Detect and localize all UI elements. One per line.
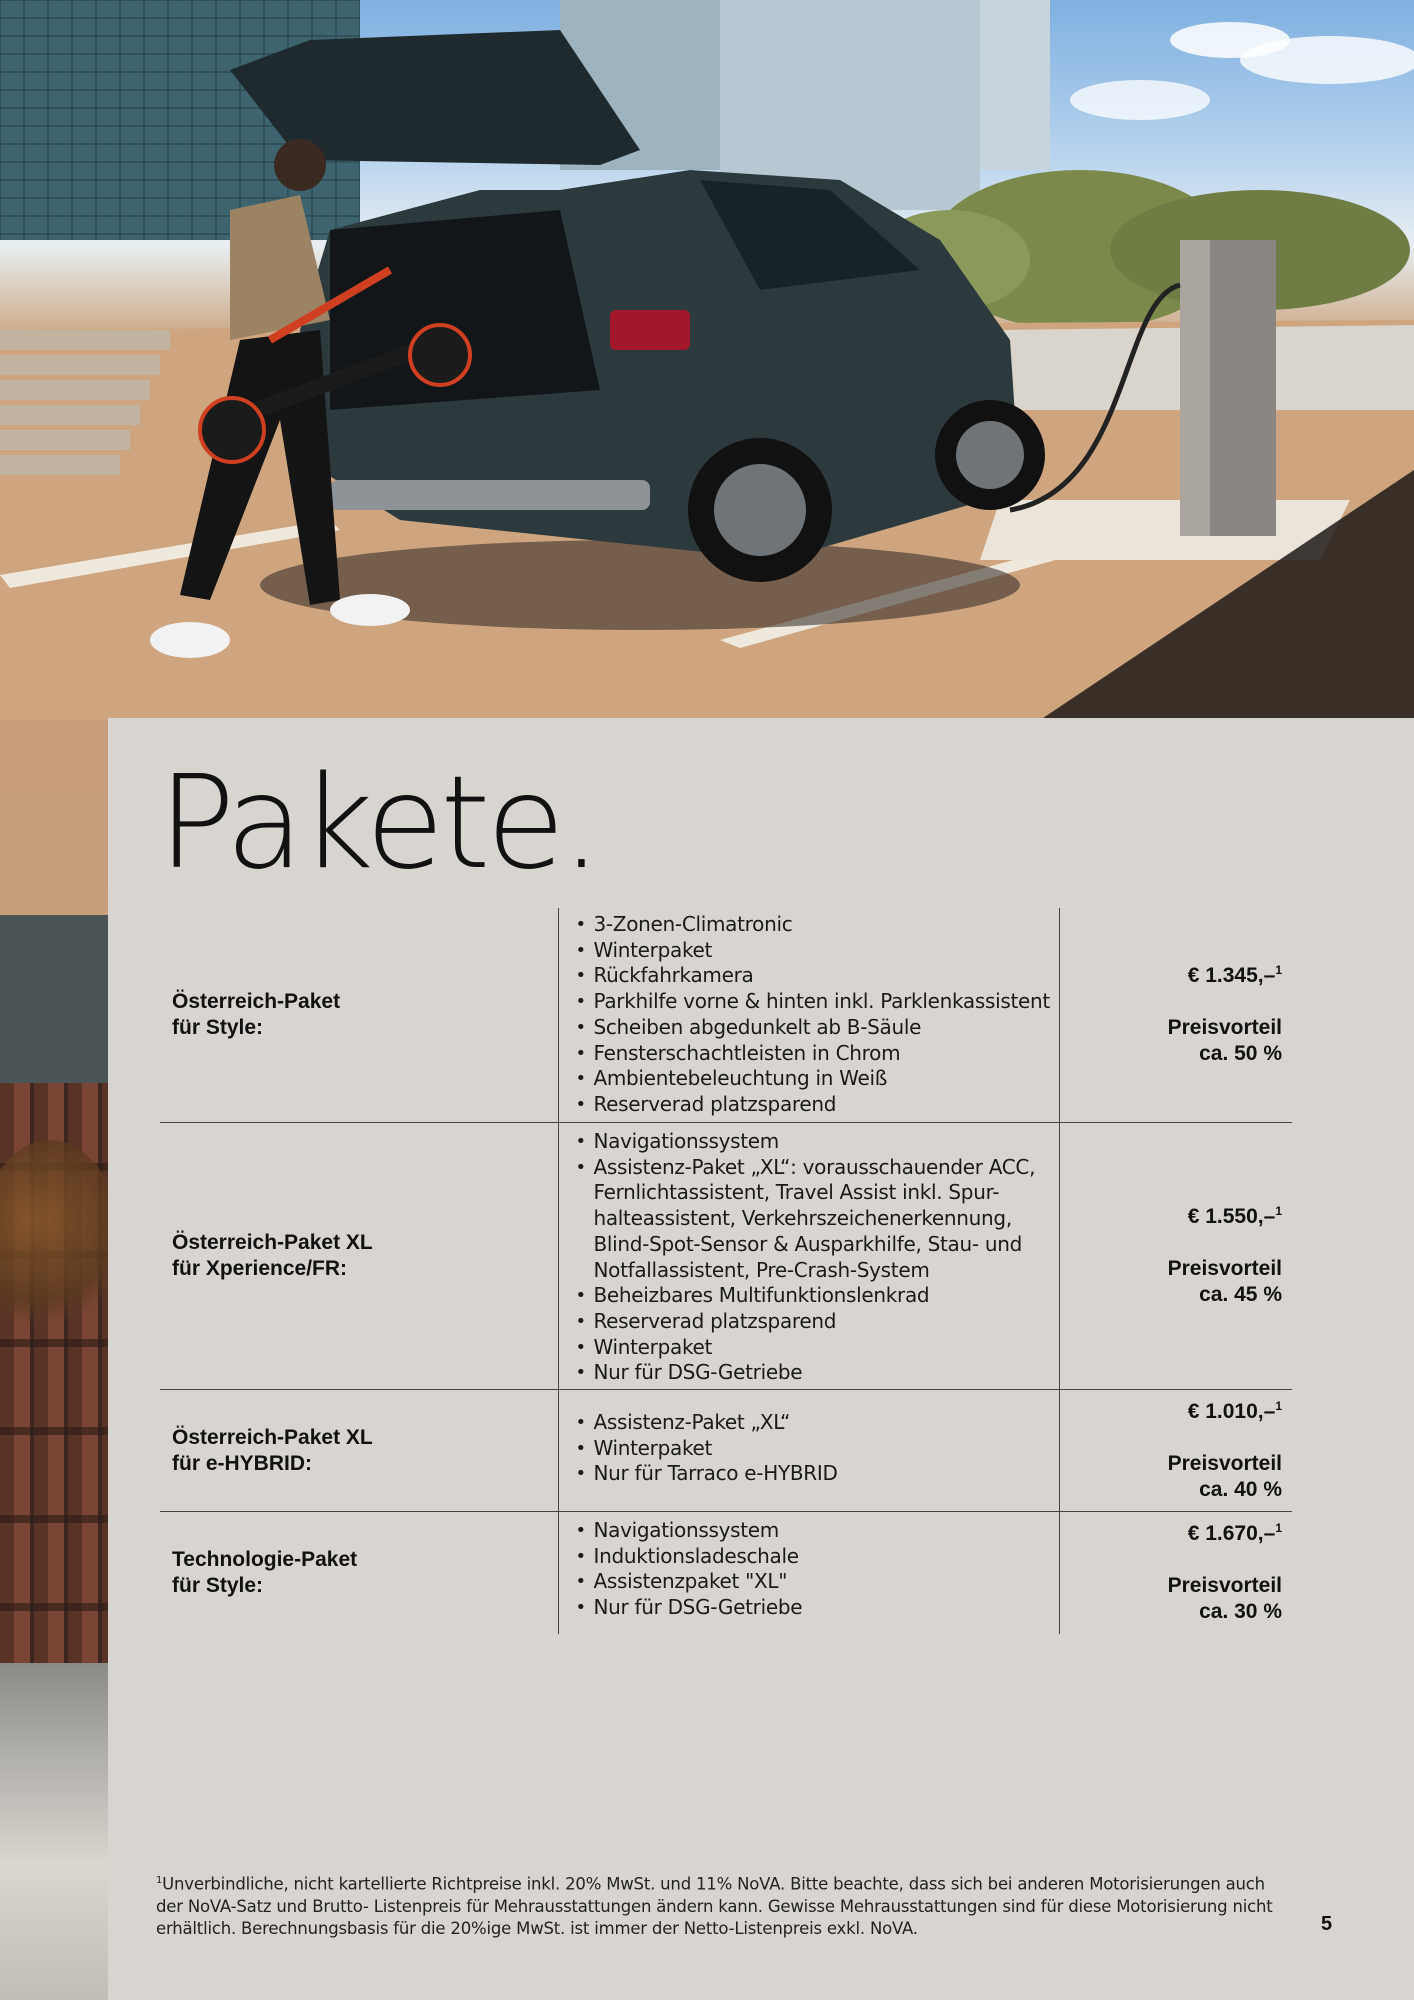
feature-item: • 3-Zonen-Climatronic <box>573 912 1059 938</box>
feature-item: • Fensterschachtleisten in Chrom <box>573 1041 1059 1067</box>
content-panel <box>108 718 1414 2000</box>
price-advantage-value: ca. 30 % <box>1199 1600 1282 1623</box>
package-features <box>558 1512 1060 1634</box>
side-accent-block <box>0 915 108 1083</box>
feature-item: • Navigationssystem <box>573 1518 1059 1544</box>
package-price: € 1.550,–$^1$ <box>1187 1204 1282 1228</box>
feature-item: • Reserverad platzsparend <box>573 1092 1059 1118</box>
feature-item: • Assistenz-Paket „XL“: vorausschauender ACC, Fernlichtassistent, Travel Assist inkl. Spur-halteassistent, Verkehrszeichenerkennung, Blind-Spot-Sensor & Ausparkhilfe, Stau- und Notfallassistent, Pre-Crash-System <box>573 1155 1059 1284</box>
feature-item: • Reserverad platzsparend <box>573 1309 1059 1335</box>
price-advantage-value: ca. 45 % <box>1199 1283 1282 1306</box>
package-features <box>558 1390 1060 1511</box>
package-name-line1: Österreich-Paket XL <box>172 1231 373 1254</box>
package-price: € 1.345,–$^1$ <box>1187 963 1282 987</box>
feature-item: • Winterpaket <box>573 1436 1059 1462</box>
price-advantage-label: Preisvorteil <box>1167 1574 1282 1597</box>
feature-item: • Navigationssystem <box>573 1129 1059 1155</box>
package-name-line1: Österreich-Paket XL <box>172 1425 373 1449</box>
package-name-line1: Österreich-Paket <box>172 990 341 1013</box>
price-advantage-value: ca. 50 % <box>1199 1042 1282 1065</box>
feature-item: • Parkhilfe vorne & hinten inkl. Parklenkassistent <box>573 989 1059 1015</box>
footnote <box>156 1870 1296 1940</box>
footnote-text: Unverbindliche, nicht kartellierte Richtpreise inkl. 20% MwSt. und 11% NoVA. Bitte beachte, dass sich bei anderen Motorisierungen auch der NoVA-Satz und Brutto- Listenpreis für Mehrausstattungen ändern kann. Gewisse Mehrausstattungen sind für diese Motorisierung nicht erhältlich. Berechnungsbasis für die 20%ige MwSt. ist immer der Netto-Listenpreis exkl. NoVA. <box>156 1874 1273 1938</box>
packages-table <box>160 908 1292 1634</box>
feature-item: • Beheizbares Multifunktionslenkrad <box>573 1283 1059 1309</box>
package-price-block <box>1060 1390 1292 1511</box>
feature-item: • Assistenzpaket "XL" <box>573 1569 1059 1595</box>
feature-item: • Assistenz-Paket „XL“ <box>573 1410 1059 1436</box>
feature-item: • Scheiben abgedunkelt ab B-Säule <box>573 1015 1059 1041</box>
hero-photo <box>0 0 1414 720</box>
page-title: Pakete. <box>158 749 598 898</box>
feature-item: • Induktionsladeschale <box>573 1544 1059 1570</box>
package-name-line2: für e-HYBRID: <box>172 1451 312 1475</box>
package-features <box>558 908 1060 1122</box>
package-name-line2: für Xperience/FR: <box>172 1257 348 1280</box>
feature-item: • Winterpaket <box>573 1335 1059 1361</box>
side-ground-photo <box>0 1663 108 2000</box>
package-price-block <box>1060 1123 1292 1389</box>
package-name <box>160 908 558 1122</box>
footnote-marker: 1 <box>156 1875 163 1886</box>
feature-item: • Nur für Tarraco e-HYBRID <box>573 1461 1059 1487</box>
package-price: € 1.010,–$^1$ <box>1187 1398 1282 1423</box>
feature-item: • Nur für DSG-Getriebe <box>573 1360 1059 1386</box>
feature-item: • Ambientebeleuchtung in Weiß <box>573 1066 1059 1092</box>
package-price-block <box>1060 908 1292 1122</box>
package-name <box>160 1123 558 1389</box>
price-advantage-label: Preisvorteil <box>1167 1257 1282 1280</box>
package-row <box>160 1123 1292 1390</box>
package-row <box>160 1390 1292 1512</box>
hero-illustration <box>0 0 1414 720</box>
package-price: € 1.670,–$^1$ <box>1187 1521 1282 1545</box>
package-name-line2: für Style: <box>172 1016 264 1039</box>
package-name <box>160 1512 558 1634</box>
package-row <box>160 908 1292 1123</box>
feature-item: • Winterpaket <box>573 938 1059 964</box>
price-advantage-label: Preisvorteil <box>1167 1451 1282 1475</box>
page-number: 5 <box>1321 1913 1333 1935</box>
package-name <box>160 1390 558 1511</box>
price-advantage-label: Preisvorteil <box>1167 1016 1282 1039</box>
price-advantage-value: ca. 40 % <box>1199 1477 1282 1501</box>
feature-item: • Nur für DSG-Getriebe <box>573 1595 1059 1621</box>
package-name-line2: für Style: <box>172 1574 264 1597</box>
package-features <box>558 1123 1060 1389</box>
feature-item: • Rückfahrkamera <box>573 963 1059 989</box>
package-price-block <box>1060 1512 1292 1634</box>
package-name-line1: Technologie-Paket <box>172 1548 358 1571</box>
package-row <box>160 1512 1292 1634</box>
